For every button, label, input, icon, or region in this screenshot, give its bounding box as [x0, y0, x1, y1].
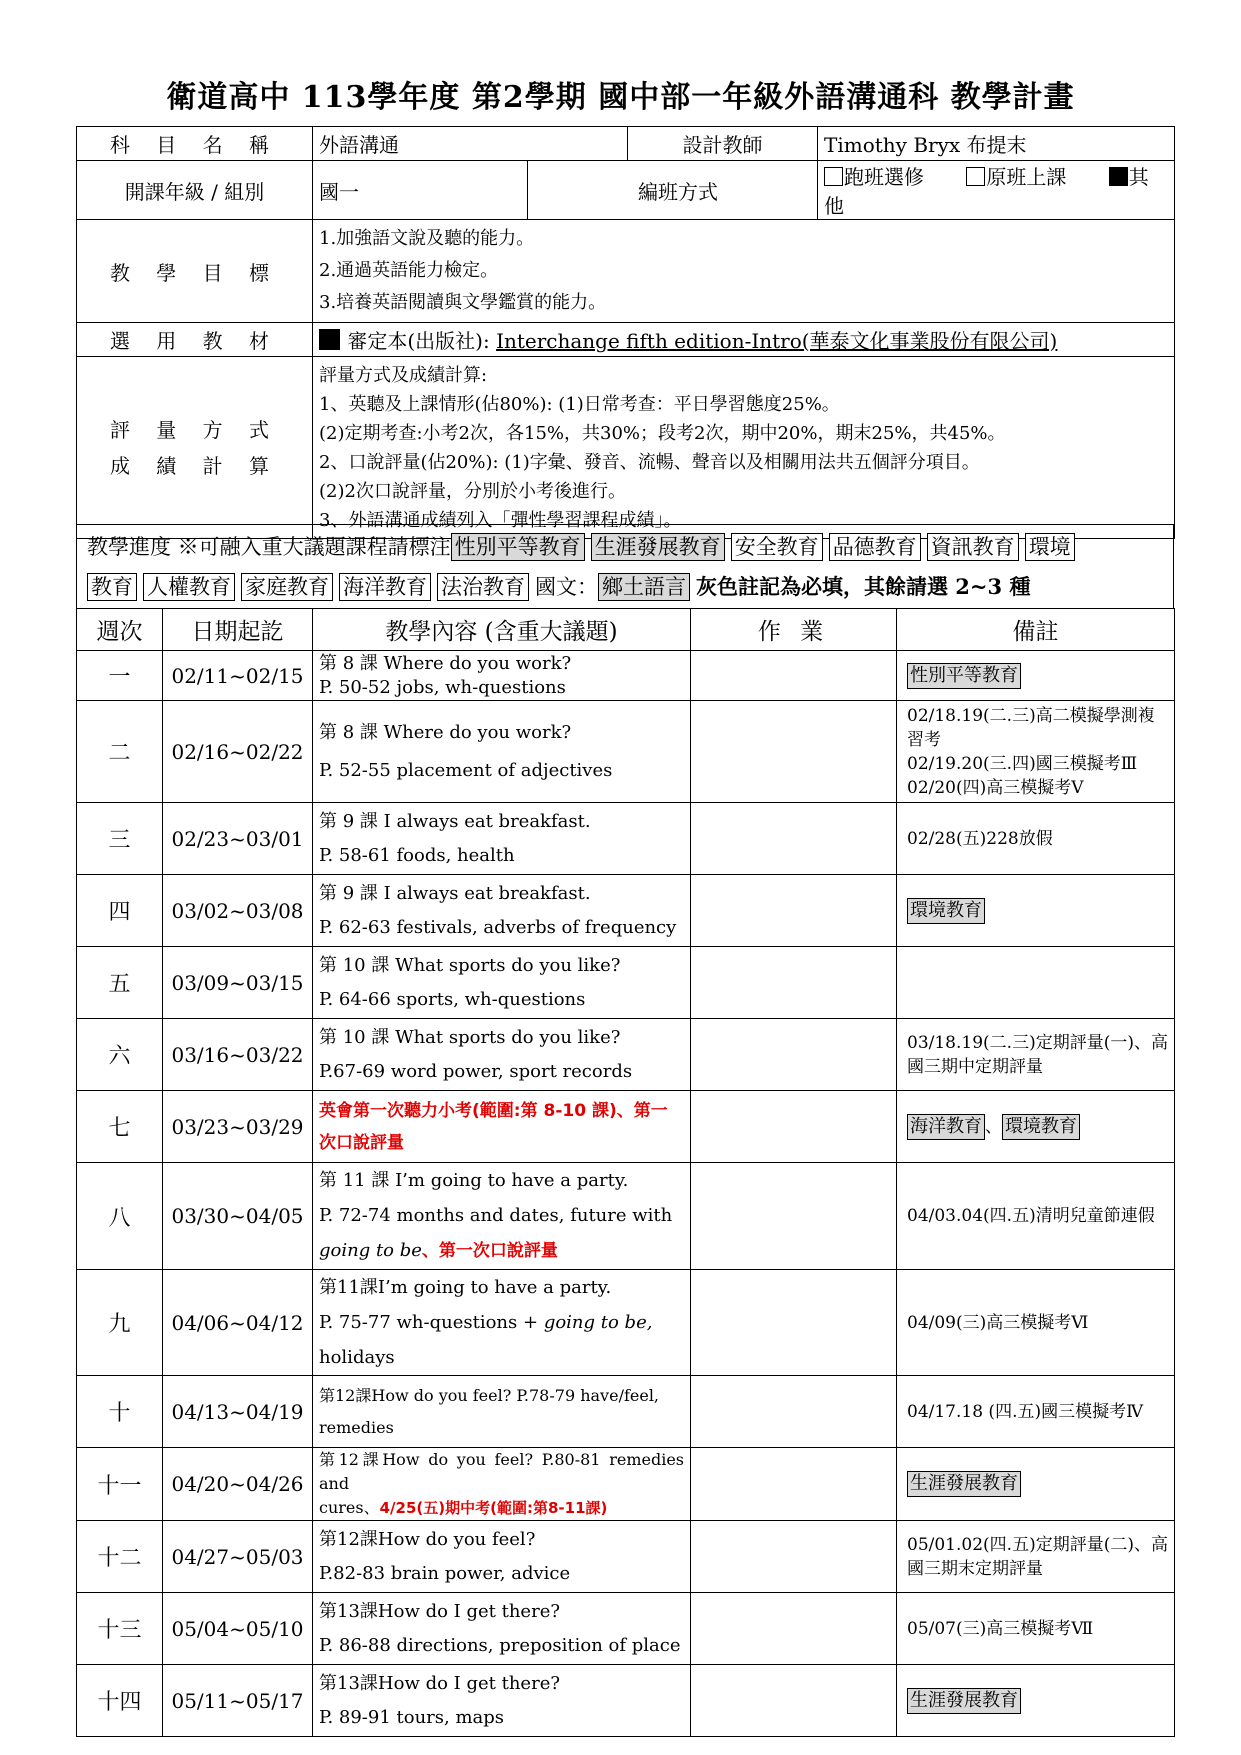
topic-tag: 人權教育	[143, 573, 235, 601]
progress-cell	[77, 525, 1174, 609]
topic-tag: 品德教育	[829, 533, 921, 561]
table-row: 十二 04/27~05/03 第12課How do you feel? P.82-83 brain power, advice 05/01.02(四.五)定期評量(二)、高國三期末定期評量	[77, 1521, 1175, 1593]
table-header-row	[77, 609, 1175, 651]
assessment-item: 評量方式及成績計算:	[319, 364, 488, 386]
class-options	[818, 161, 1175, 220]
topic-tag: 環境	[1025, 533, 1075, 561]
homework-cell	[691, 651, 897, 701]
homework-cell	[691, 1163, 897, 1270]
table-row: 十四 05/11~05/17 第13課How do I get there? P. 89-91 tours, maps 生涯發展教育	[77, 1665, 1175, 1737]
header-homework: 作 業	[691, 609, 897, 651]
homework-cell	[691, 1270, 897, 1376]
topic-tag: 生涯發展教育	[907, 1688, 1021, 1714]
topic-tag: 生涯發展教育	[591, 533, 725, 561]
checkbox-checked-icon[interactable]	[319, 329, 340, 350]
table-row: 七 03/23~03/29 英會第一次聽力小考(範圍:第 8-10 課)、第一次口說評量 海洋教育 、 環境教育	[77, 1091, 1175, 1163]
table-row: 三 02/23~03/01 第 9 課 I always eat breakfast. P. 58-61 foods, health 02/28(五)228放假	[77, 803, 1175, 875]
topic-tag: 環境教育	[907, 898, 985, 924]
checkbox-icon[interactable]	[824, 167, 843, 186]
subject-label: 科 目 名 稱	[77, 127, 313, 161]
topic-tag: 海洋教育	[907, 1114, 985, 1140]
table-row: 十一 04/20~04/26 第12課How do you feel? P.80-81 remedies and cures、4/25(五)期中考(範圍:第8-11課) 生涯發展教育	[77, 1448, 1175, 1521]
topic-tag: 法治教育	[437, 573, 529, 601]
homework-cell	[691, 1521, 897, 1593]
page-title: 衛道高中 113學年度 第2學期 國中部一年級外語溝通科 教學計畫	[166, 80, 1075, 115]
progress-label: 教學進度 ※可融入重大議題課程請標注	[87, 534, 451, 559]
homework-cell	[691, 1376, 897, 1448]
table-row: 十 04/13~04/19 第12課How do you feel? P.78-79 have/feel, remedies 04/17.18 (四.五)國三模擬考Ⅳ	[77, 1376, 1175, 1448]
homework-cell	[691, 701, 897, 803]
homework-cell	[691, 875, 897, 947]
class-option-rotating[interactable]: 跑班選修	[824, 165, 924, 189]
header-content: 教學內容 (含重大議題)	[313, 609, 691, 651]
topic-tag: 鄉土語言	[598, 573, 690, 601]
topic-tag: 安全教育	[731, 533, 823, 561]
topic-tag: 生涯發展教育	[907, 1471, 1021, 1497]
textbook-value-cell	[313, 323, 1175, 357]
topic-tag: 家庭教育	[241, 573, 333, 601]
textbook-value: Interchange fifth edition-Intro(華泰文化事業股份有限公司)	[496, 329, 1058, 353]
teacher-value: Timothy Bryx 布提末	[818, 127, 1175, 161]
class-option-original[interactable]: 原班上課	[966, 165, 1066, 189]
table-row: 二 02/16~02/22 第 8 課 Where do you work? P. 52-55 placement of adjectives 02/18.19(二.三)高二模擬學測複習考 02/19.20(三.四)國三模擬考Ⅲ 02/20(四)高三模擬考Ⅴ	[77, 701, 1175, 803]
homework-cell	[691, 1665, 897, 1737]
header-week: 週次	[77, 609, 163, 651]
assessment-item: 1、英聽及上課情形(佔80%): (1)日常考查：平日學習態度25%。	[319, 393, 840, 415]
chinese-label: 國文：	[535, 574, 598, 599]
header-date: 日期起訖	[163, 609, 313, 651]
topic-tag: 教育	[87, 573, 137, 601]
progress-note: 灰色註記為必填，其餘請選 2~3 種	[696, 573, 1031, 599]
homework-cell	[691, 1019, 897, 1091]
assessment-item: (2)2次口說評量，分別於小考後進行。	[319, 480, 626, 502]
teacher-label: 設計教師	[628, 127, 818, 161]
homework-cell	[691, 803, 897, 875]
table-row: 八 03/30~04/05 第 11 課 I’m going to have a party. P. 72-74 months and dates, future with going to be、第一次口說評量 04/03.04(四.五)清明兒童節連假	[77, 1163, 1175, 1270]
topic-tag: 資訊教育	[927, 533, 1019, 561]
textbook-label: 選 用 教 材	[77, 323, 313, 357]
progress-table	[76, 524, 1174, 609]
class-label: 編班方式	[528, 161, 818, 220]
homework-cell	[691, 947, 897, 1019]
goal-item: 2.通過英語能力檢定。	[319, 260, 499, 281]
assessment-label: 評 量 方 式 成 績 計 算	[77, 357, 313, 539]
table-row: 十三 05/04~05/10 第13課How do I get there? P. 86-88 directions, preposition of place 05/07(三)高三模擬考Ⅶ	[77, 1593, 1175, 1665]
topic-tag: 性別平等教育	[451, 533, 585, 561]
topic-tag: 海洋教育	[339, 573, 431, 601]
topic-tag: 性別平等教育	[907, 663, 1021, 689]
table-row: 一 02/11~02/15 第 8 課 Where do you work? P. 50-52 jobs, wh-questions 性別平等教育	[77, 651, 1175, 701]
assessment-item: 3、外語溝通成績列入「彈性學習課程成績」。	[319, 509, 682, 531]
goal-item: 3.培養英語閱讀與文學鑑賞的能力。	[319, 292, 607, 313]
homework-cell	[691, 1091, 897, 1163]
grade-label: 開課年級 / 組別	[77, 161, 313, 220]
table-row: 五 03/09~03/15 第 10 課 What sports do you like? P. 64-66 sports, wh-questions	[77, 947, 1175, 1019]
textbook-prefix: 審定本(出版社):	[347, 329, 497, 353]
homework-cell	[691, 1593, 897, 1665]
topic-tag: 環境教育	[1002, 1114, 1080, 1140]
assessment-list	[313, 357, 1175, 539]
assessment-item: 2、口說評量(佔20%): (1)字彙、發音、流暢、聲音以及相關用法共五個評分項目。	[319, 451, 980, 473]
header-notes: 備註	[897, 609, 1175, 651]
goal-item: 1.加強語文說及聽的能力。	[319, 228, 535, 249]
schedule-table	[76, 608, 1175, 1737]
table-row: 四 03/02~03/08 第 9 課 I always eat breakfast. P. 62-63 festivals, adverbs of frequency 環境教育	[77, 875, 1175, 947]
grade-value: 國一	[313, 161, 528, 220]
goals-list	[313, 220, 1175, 323]
class-option-other[interactable]: 其他	[824, 165, 1149, 218]
subject-value: 外語溝通	[313, 127, 628, 161]
checkbox-icon[interactable]	[966, 167, 985, 186]
course-info-table	[76, 126, 1175, 539]
goals-label: 教 學 目 標	[77, 220, 313, 323]
checkbox-checked-icon[interactable]	[1109, 167, 1128, 186]
assessment-item: (2)定期考查:小考2次，各15%，共30%；段考2次，期中20%，期末25%，共45%。	[319, 422, 1006, 444]
homework-cell	[691, 1448, 897, 1521]
table-row: 六 03/16~03/22 第 10 課 What sports do you like? P.67-69 word power, sport records 03/18.19(二.三)定期評量(一)、高國三期中定期評量	[77, 1019, 1175, 1091]
table-row: 九 04/06~04/12 第11課I’m going to have a party. P. 75-77 wh-questions + going to be, holidays 04/09(三)高三模擬考Ⅵ	[77, 1270, 1175, 1376]
